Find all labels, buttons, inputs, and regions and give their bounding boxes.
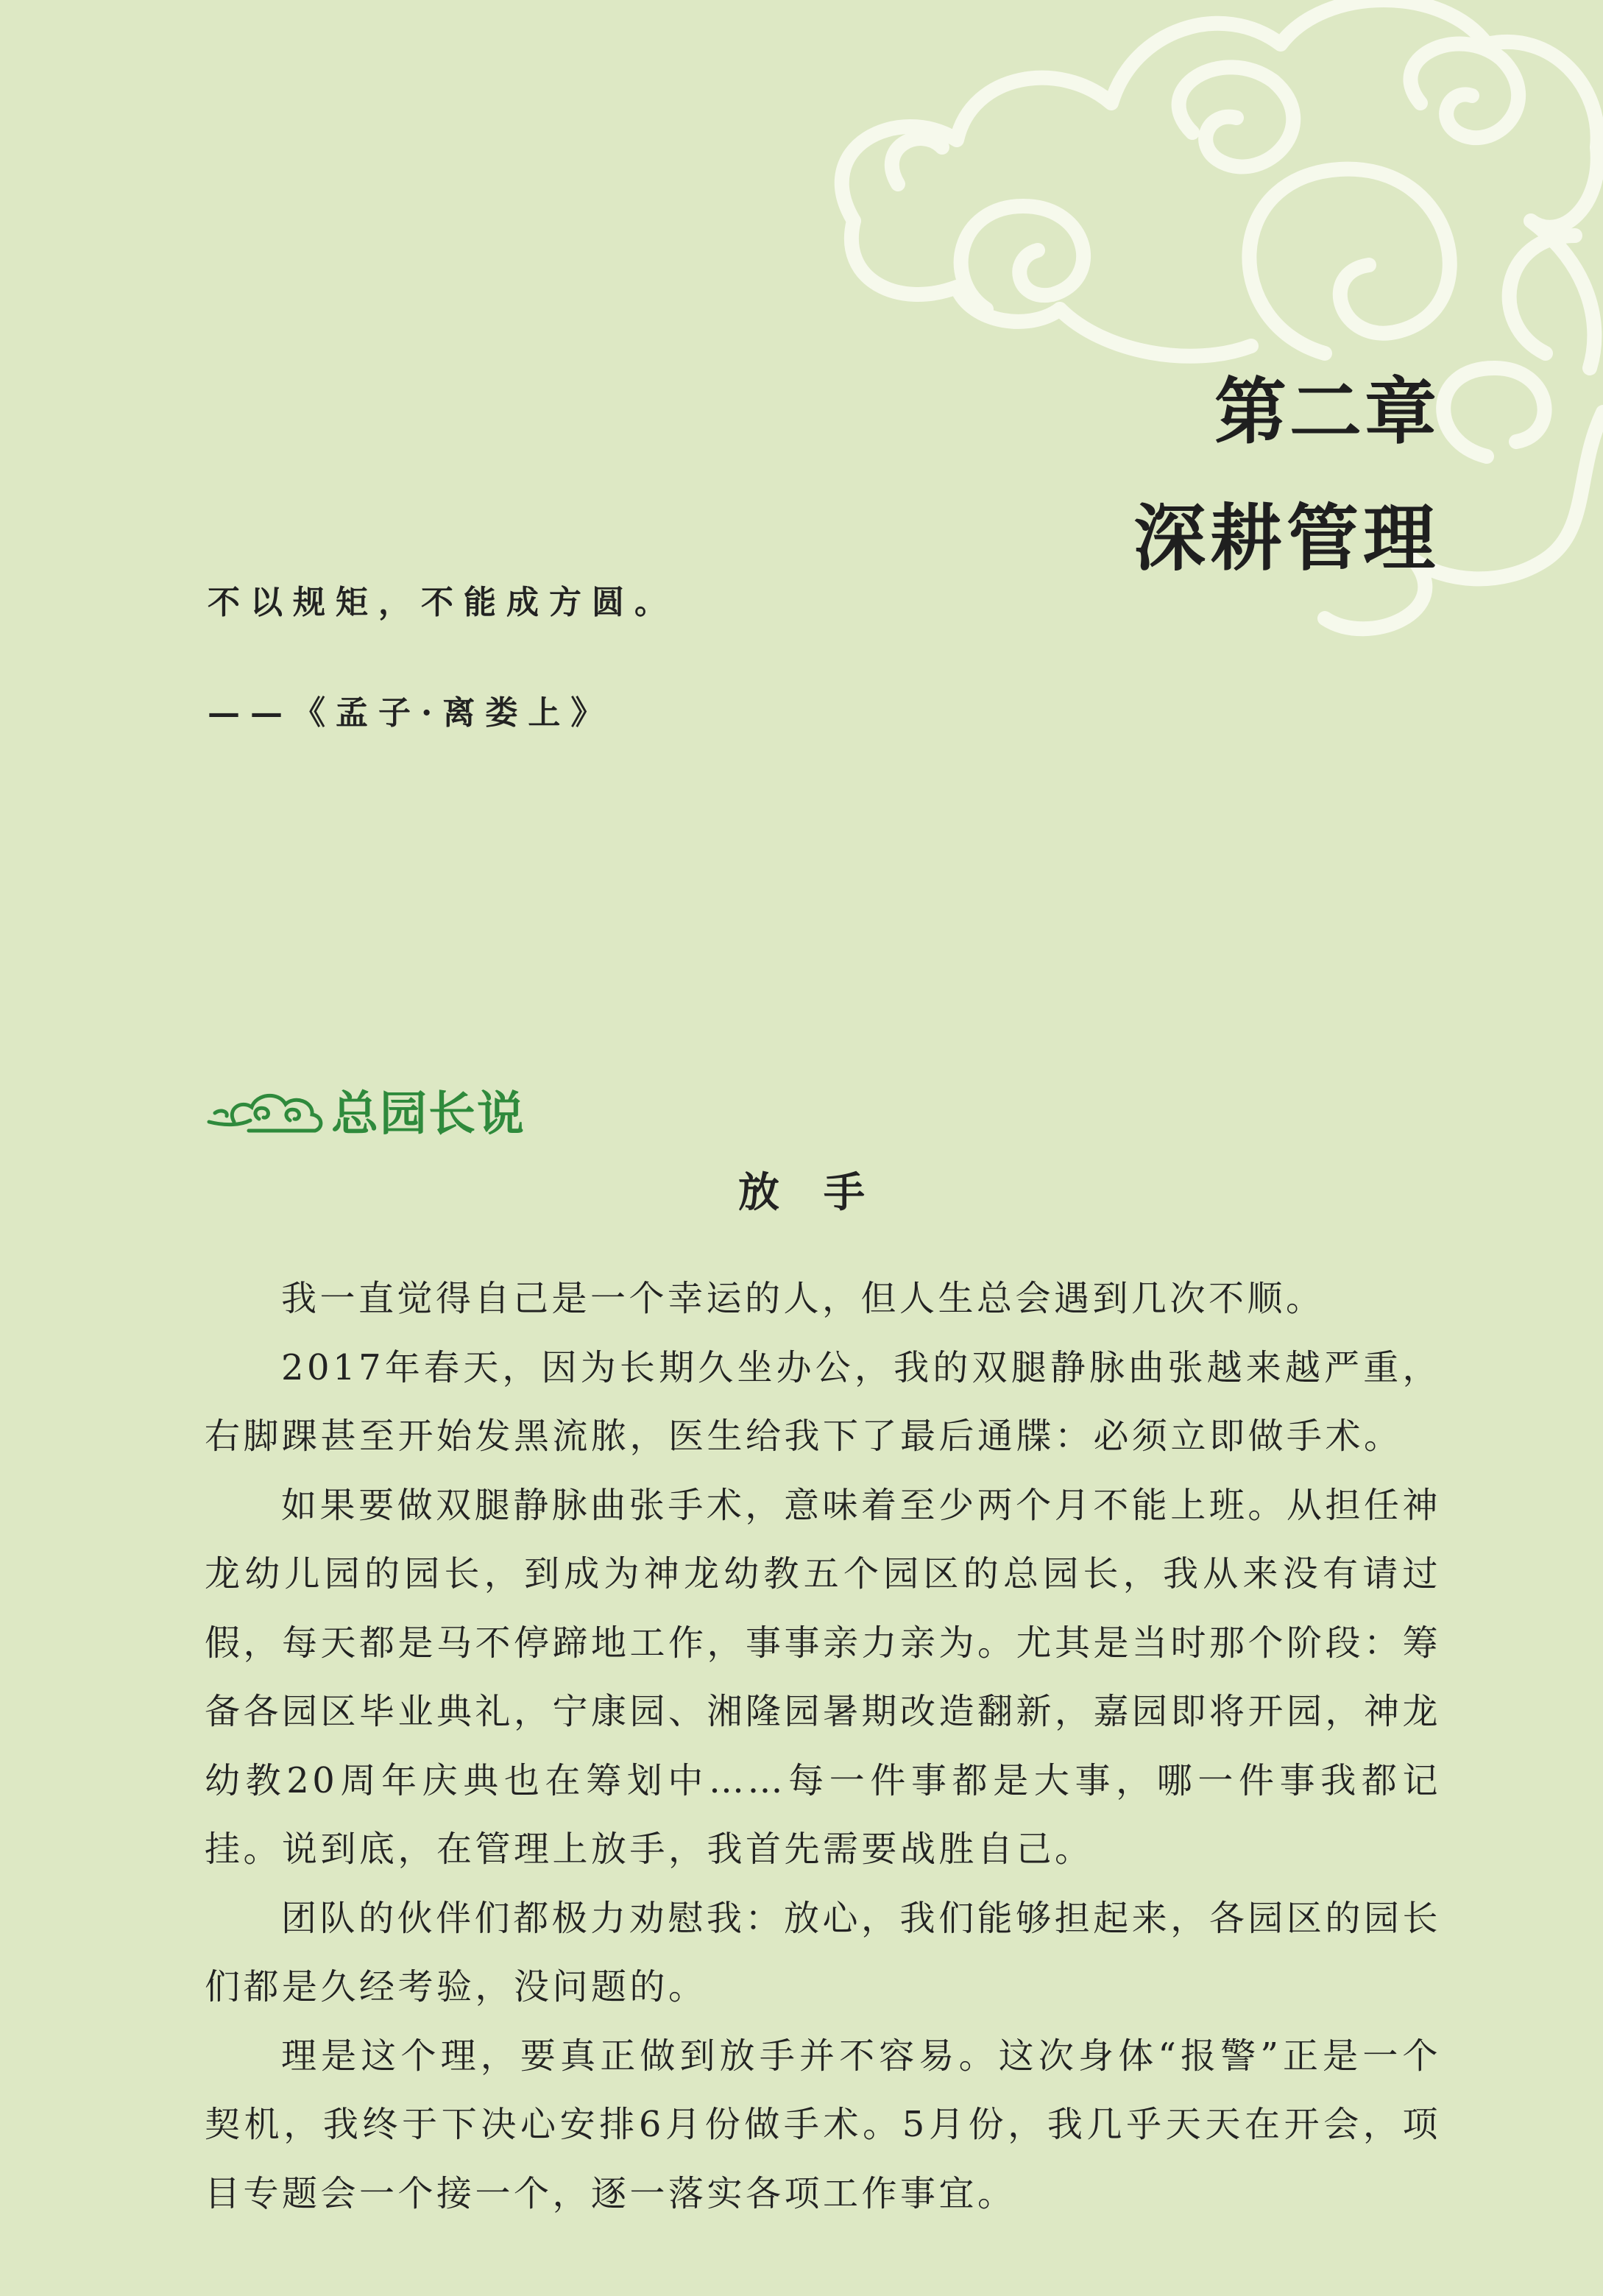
paragraph: 如果要做双腿静脉曲张手术，意味着至少两个月不能上班。从担任神龙幼儿园的园长，到成为神龙幼教五个园区的总园长，我从来没有请过假，每天都是马不停蹄地工作，事事亲力亲为。尤其是当时那个阶段：筹备各园区毕业典礼，宁康园、湘隆园暑期改造翻新，嘉园即将开园，神龙幼教20周年庆典也在筹划中……每一件事都是大事，哪一件事我都记挂。说到底，在管理上放手，我首先需要战胜自己。	[205, 1484, 1442, 1870]
paragraph: 理是这个理，要真正做到放手并不容易。这次身体“报警”正是一个契机，我终于下决心安排6月份做手术。5月份，我几乎天天在开会，项目专题会一个接一个，逐一落实各项工作事宜。	[205, 2035, 1441, 2214]
chapter-number: 第二章	[1214, 370, 1440, 454]
paragraph: 2017年春天，因为长期久坐办公，我的双腿静脉曲张越来越严重，右脚踝甚至开始发黑流脓，医生给我下了最后通牒：必须立即做手术。	[205, 1346, 1441, 1457]
article-title: 放手	[738, 1169, 909, 1217]
cloud-icon	[205, 1079, 328, 1141]
article-body	[205, 1265, 1441, 2228]
paragraph: 团队的伙伴们都极力劝慰我：放心，我们能够担起来，各园区的园长们都是久经考验，没问题的。	[205, 1897, 1441, 2007]
section-header	[205, 1076, 526, 1144]
epigraph-source: ——《孟子·离娄上》	[208, 694, 614, 732]
section-title: 总园长说	[331, 1087, 526, 1142]
chapter-heading	[1133, 368, 1440, 583]
paragraph: 我一直觉得自己是一个幸运的人，但人生总会遇到几次不顺。	[281, 1278, 1325, 1319]
epigraph-quote: 不以规矩，不能成方圆。	[208, 584, 677, 621]
chapter-title: 深耕管理	[1133, 497, 1440, 581]
